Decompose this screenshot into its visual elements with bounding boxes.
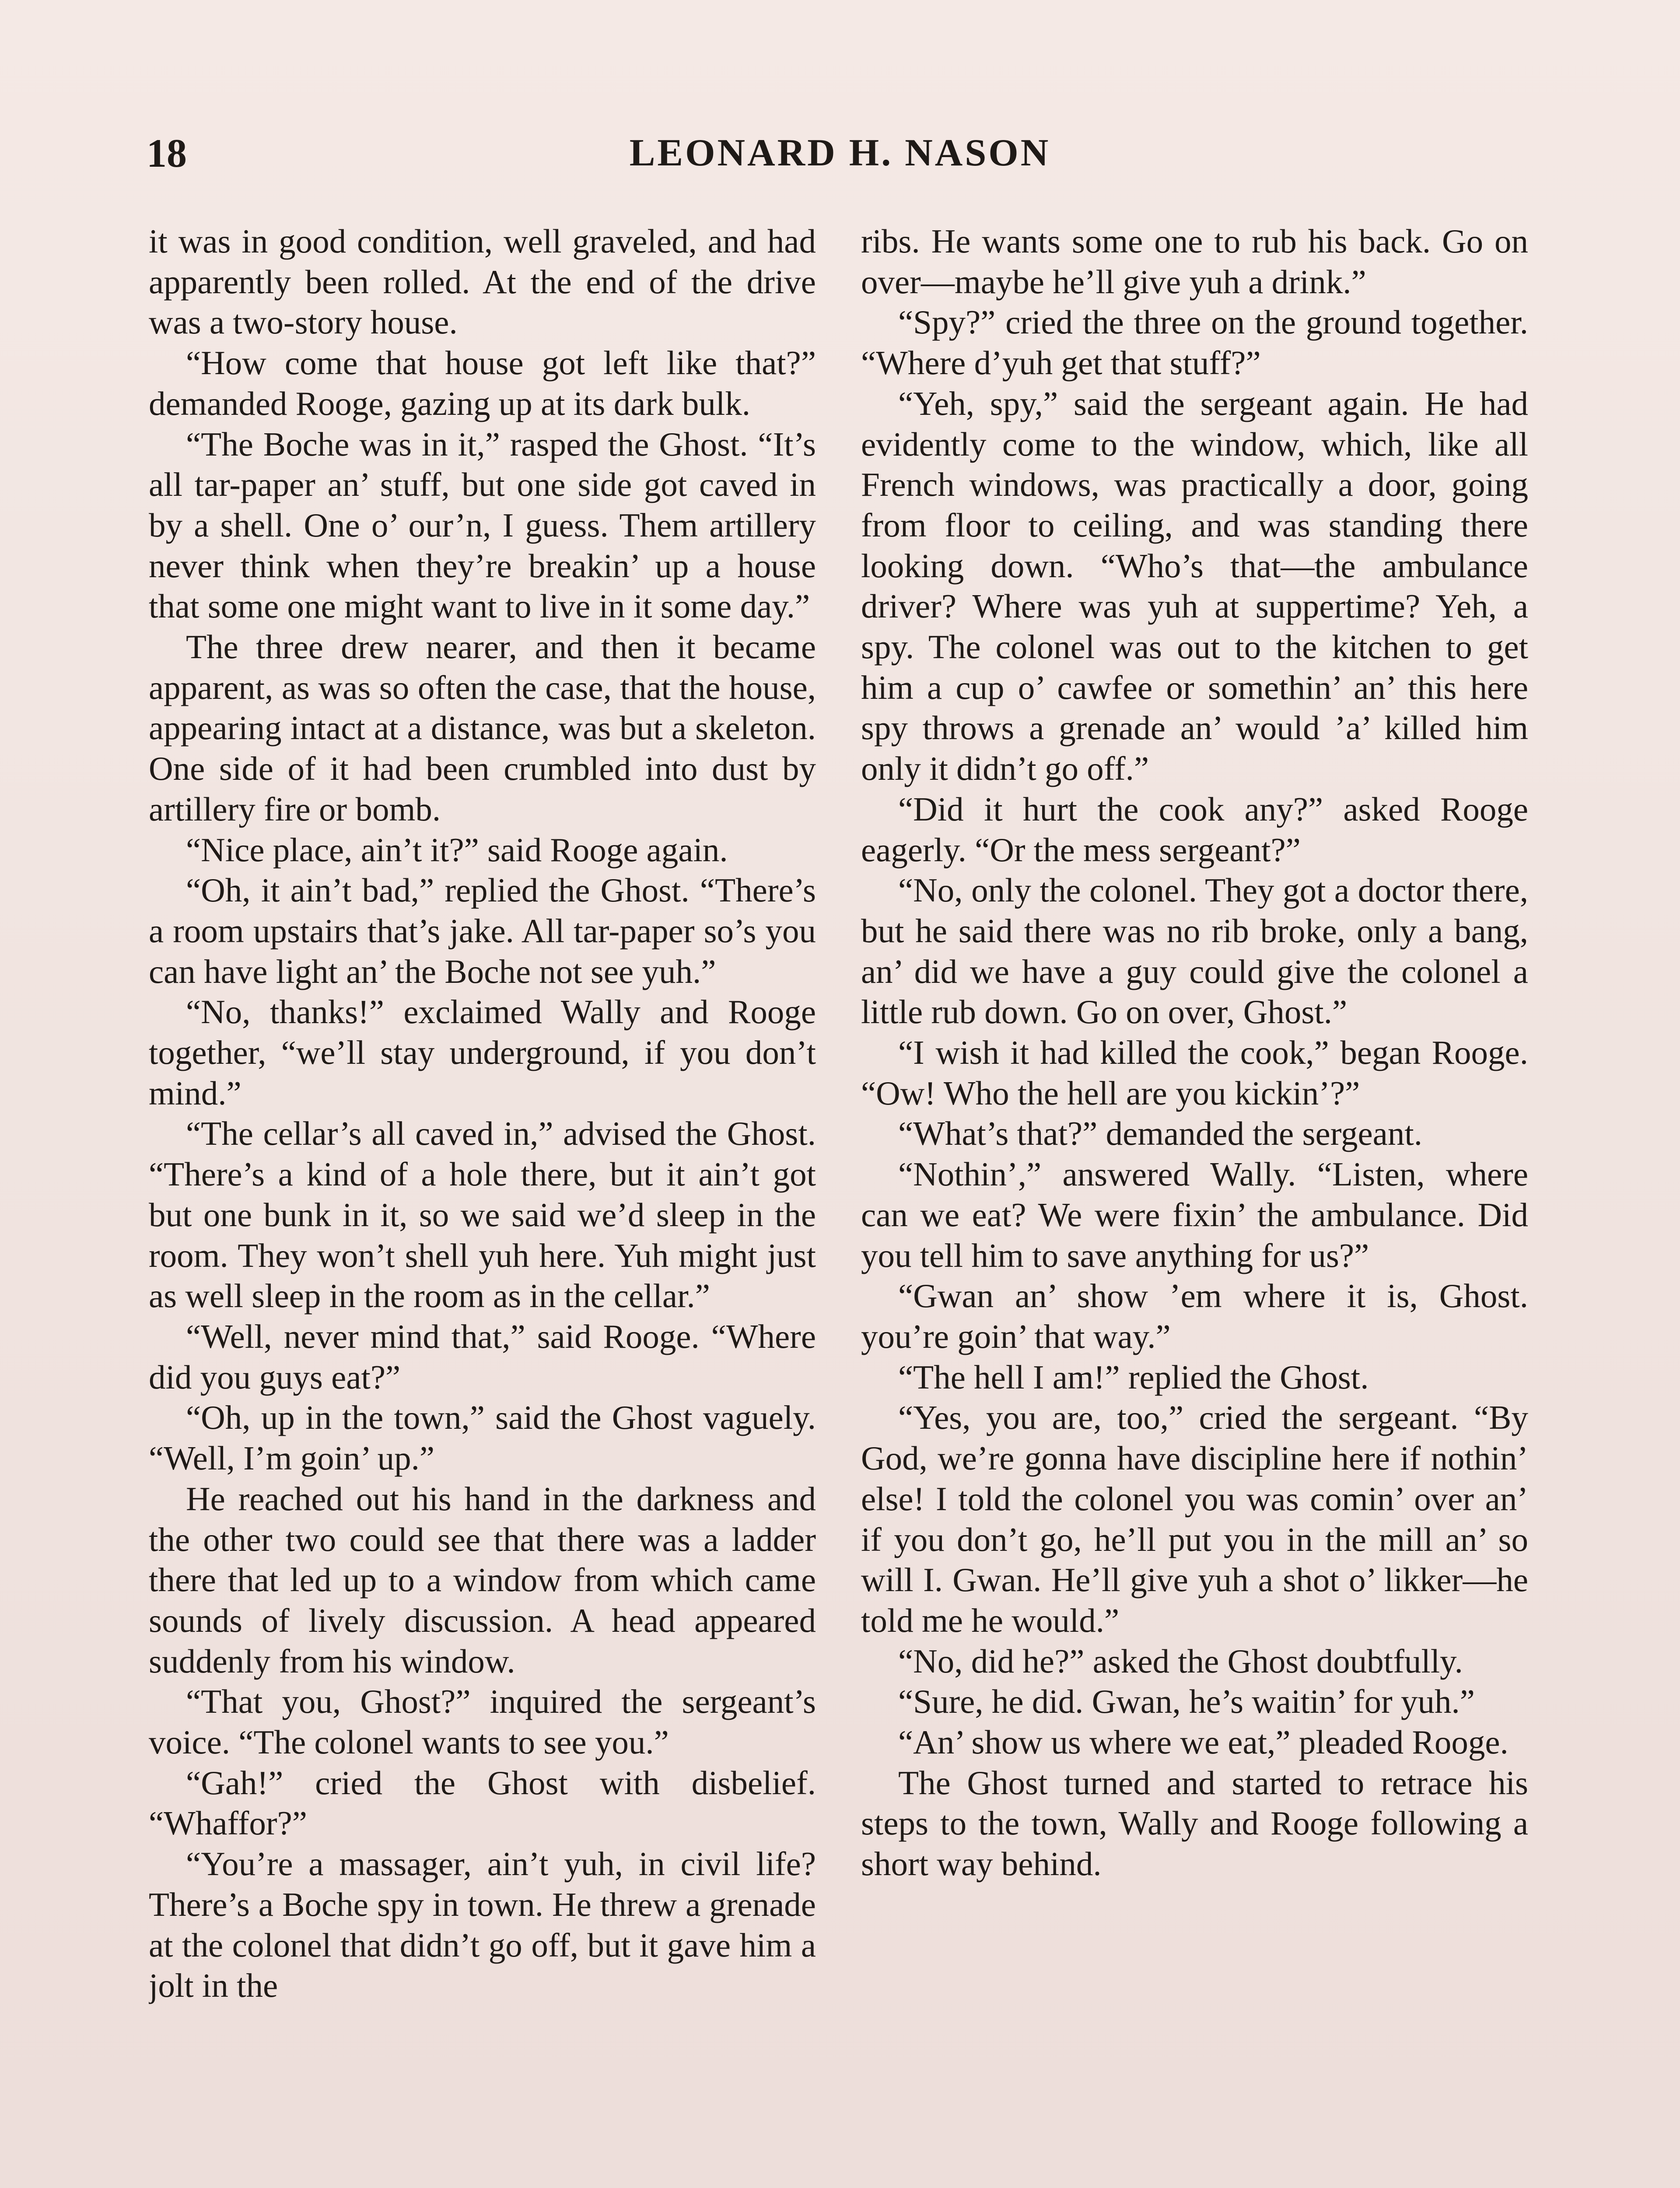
paragraph: “The hell I am!” replied the Ghost. [898,1358,1369,1396]
paragraph: “No, did he?” asked the Ghost doubtfully. [898,1642,1463,1680]
paragraph: it was in good condition, well graveled, and had apparently been rolled. At the end of the drive was a two-story house. [149,222,816,341]
paragraph: “What’s that?” demanded the sergeant. [898,1115,1422,1153]
paragraph: The Ghost turned and started to retrace his steps to the town, Wally and Rooge following a short way behind. [861,1764,1528,1883]
paragraph: “Spy?” cried the three on the ground together. “Where d’yuh get that stuff?” [861,303,1528,382]
left-column [149,221,816,2188]
page-number: 18 [147,131,187,175]
paragraph: “Oh, it ain’t bad,” replied the Ghost. “There’s a room upstairs that’s jake. All tar-paper so’s you can have light an’ the Boche not see yuh.” [149,871,816,990]
paragraph: “You’re a massager, ain’t yuh, in civil life? There’s a Boche spy in town. He threw a grenade at the colonel that didn’t go off, but it gave him a jolt in the [149,1845,816,2005]
paragraph: He reached out his hand in the darkness and the other two could see that there was a ladder there that led up to a window from which came sounds of lively discussion. A head appeared suddenly from his window. [149,1480,816,1680]
paragraph: “That you, Ghost?” inquired the sergeant’s voice. “The colonel wants to see you.” [149,1683,816,1761]
paragraph: “Gwan an’ show ’em where it is, Ghost. you’re goin’ that way.” [861,1277,1528,1355]
paragraph: “An’ show us where we eat,” pleaded Rooge. [898,1723,1508,1761]
paragraph: “No, only the colonel. They got a doctor there, but he said there was no rib broke, only a bang, an’ did we have a guy could give the colonel a little rub down. Go on over, Ghost.” [861,871,1528,1031]
paragraph: The three drew nearer, and then it became apparent, as was so often the case, that the house, appearing intact at a distance, was but a skeleton. One side of it had been crumbled into dust by artillery fire or bomb. [149,628,816,828]
paragraph: “Yeh, spy,” said the sergeant again. He had evidently come to the window, which, like all French windows, was practically a door, going from floor to ceiling, and was standing there looking down. “Who’s that—the ambulance driver? Where was yuh at suppertime? Yeh, a spy. The colonel was out to the kitchen to get him a cup o’ cawfee or somethin’ an’ this here spy throws a grenade an’ would ’a’ killed him only it didn’t go off.” [861,384,1528,788]
paragraph: “No, thanks!” exclaimed Wally and Rooge together, “we’ll stay underground, if you don’t mind.” [149,993,816,1112]
paragraph: “Did it hurt the cook any?” asked Rooge eagerly. “Or the mess sergeant?” [861,790,1528,869]
paragraph: “Yes, you are, too,” cried the sergeant. “By God, we’re gonna have discipline here if nothin’ else! I told the colonel you was comin’ over an’ if you don’t go, he’ll put you in the mill an’ so will I. Gwan. He’ll give yuh a shot o’ likker—he told me he would.” [861,1399,1528,1639]
running-head: LEONARD H. NASON [629,132,1051,174]
paragraph: “Oh, up in the town,” said the Ghost vaguely. “Well, I’m goin’ up.” [149,1399,816,1477]
paragraph: “Nothin’,” answered Wally. “Listen, where can we eat? We were fixin’ the ambulance. Did you tell him to save anything for us?” [861,1155,1528,1274]
paragraph: “Sure, he did. Gwan, he’s waitin’ for yuh.” [898,1683,1475,1721]
paragraph: “Gah!” cried the Ghost with disbelief. “Whaffor?” [149,1764,816,1842]
paragraph: “I wish it had killed the cook,” began Rooge. “Ow! Who the hell are you kickin’?” [861,1034,1528,1112]
paragraph: “The Boche was in it,” rasped the Ghost. “It’s all tar-paper an’ stuff, but one side got caved in by a shell. One o’ our’n, I guess. Them artillery never think when they’re breakin’ up a house that some one might want to live in it some day.” [149,425,816,625]
right-column [861,221,1528,2188]
paragraph: ribs. He wants some one to rub his back. Go on over—maybe he’ll give yuh a drink.” [861,222,1528,301]
paragraph: “How come that house got left like that?” demanded Rooge, gazing up at its dark bulk. [149,344,816,422]
paragraph: “The cellar’s all caved in,” advised the Ghost. “There’s a kind of a hole there, but it ain’t got but one bunk in it, so we said we’d sleep in the room. They won’t shell yuh here. Yuh might just as well sleep in the room as in the cellar.” [149,1115,816,1315]
page-header [0,127,1680,179]
paragraph: “Well, never mind that,” said Rooge. “Where did you guys eat?” [149,1317,816,1396]
paragraph: “Nice place, ain’t it?” said Rooge again. [186,831,728,869]
